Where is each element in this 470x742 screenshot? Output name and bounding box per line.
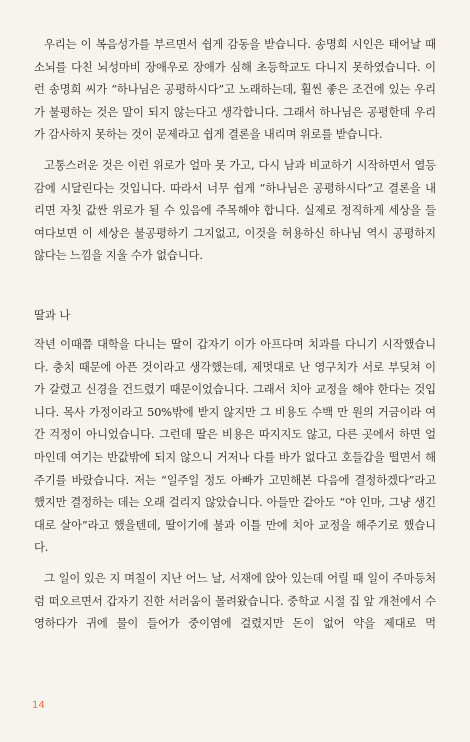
paragraph: 고통스러운 것은 이런 위로가 얼마 못 가고, 다시 남과 비교하기 시작하면서 열등감에 시달린다는 것입니다. 따라서 너무 쉽게 “하나님은 공평하시다”고 결론을 내리면 자칫 값싼 위로가 될 수 있음에 주목해야 합니다. 실제로 정직하게 세상을 들여다보면 이 세상은 불공평하기 그지없고, 이것을 허용하신 하나님 역시 공평하지 않다는 느낌을 지울 수가 없습니다. bbox=[34, 158, 436, 263]
body-text-top bbox=[34, 34, 436, 276]
body-text-bottom bbox=[34, 334, 436, 644]
section-heading: 딸과 나 bbox=[34, 309, 71, 322]
page-number: 14 bbox=[32, 700, 45, 711]
paragraph: 작년 이때쯤 대학을 다니는 딸이 갑자기 이가 아프다며 치과를 다니기 시작했습니다. 충치 때문에 아픈 것이라고 생각했는데, 제멋대로 난 영구치가 서로 부딪쳐 이가 갈렸고 신경을 건드렸기 때문이었습니다. 그래서 치아 교정을 해야 한다는 것입니다. 목사 가정이라고 50%밖에 받지 않지만 그 비용도 수백 만 원의 거금이라 여간 걱정이 아니었습니다. 그런데 딸은 비용은 따지지도 않고, 다른 곳에서 하면 얼마인데 여기는 반값밖에 되지 않으니 거저나 다를 바가 없다고 호들갑을 떨면서 해주기를 바랐습니다. 저는 “일주일 정도 아빠가 고민해본 다음에 결정하겠다”라고 했지만 결정하는 데는 오래 걸리지 않았습니다. 아들만 같아도 “야 인마, 그냥 생긴 대로 살아”라고 했을텐데, 딸이기에 불과 이틀 만에 치아 교정을 해주기로 했습니다. bbox=[34, 338, 436, 555]
paragraph: 그 일이 있은 지 며칠이 지난 어느 날, 서재에 앉아 있는데 어릴 때 일이 주마등처럼 떠오르면서 갑자기 진한 서러움이 몰려왔습니다. 중학교 시절 집 앞 개천에서 수영하다가 귀에 물이 들어가 중이염에 걸렸지만 돈이 없어 약을 제대로 먹 bbox=[34, 571, 436, 631]
paragraph: 우리는 이 복음성가를 부르면서 쉽게 감동을 받습니다. 송명희 시인은 태어날 때 소뇌를 다친 뇌성마비 장애우로 장애가 심해 초등학교도 다니지 못하였습니다. 이런 송명희 씨가 “하나님은 공평하시다”고 노래하는데, 훨씬 좋은 조건에 있는 우리가 불평하는 것은 말이 되지 않는다고 생각합니다. 그래서 하나님은 공평한데 우리가 감사하지 못하는 것이 문제라고 쉽게 결론을 내리며 위로를 받습니다. bbox=[34, 38, 436, 142]
